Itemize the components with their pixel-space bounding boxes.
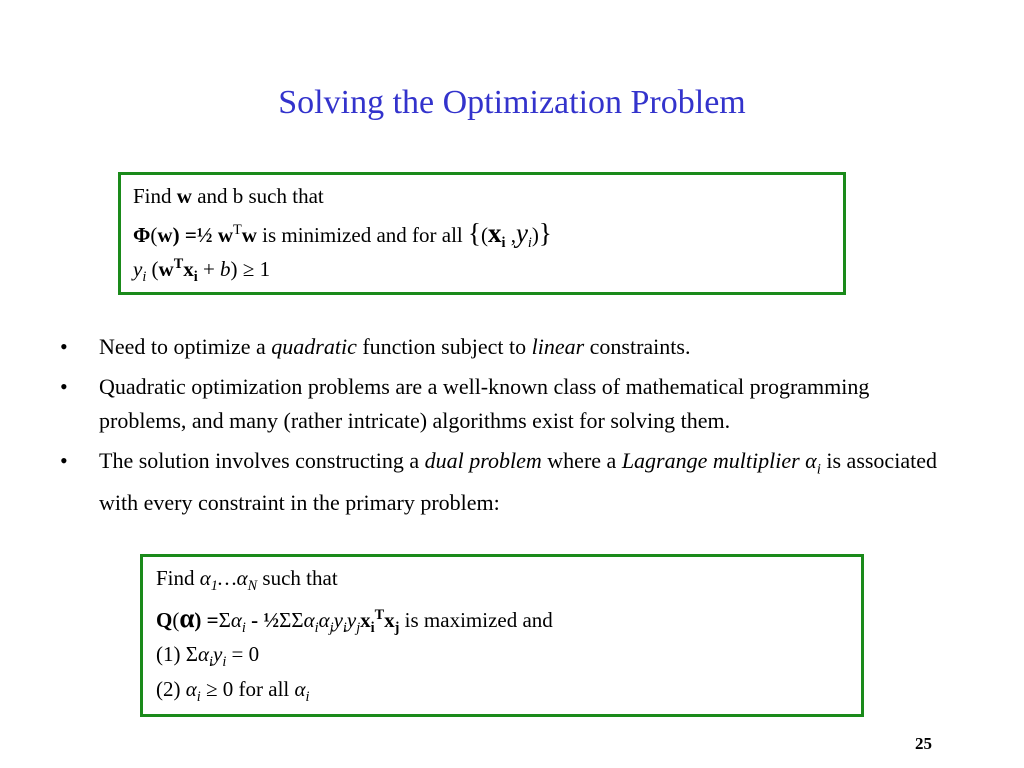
primal-problem-box: [118, 172, 846, 295]
dual-problem-box: [140, 554, 864, 717]
dual-line-1: Find $\alpha_1\dots\alpha_N$ such that: [156, 566, 338, 595]
dual-line-3: (1) $\Sigma\alpha_iy_i = 0$: [156, 642, 260, 671]
page-number: 25: [915, 734, 932, 753]
bullet-marker: •: [60, 448, 68, 473]
primal-line-2: Φ(w) =½ $w^Tw$ is minimized and for all {($x_i$ $,y_i$)}: [133, 217, 552, 251]
dual-line-4: (2) $\alpha_i \ge 0$ for all $\alpha_i$: [156, 676, 310, 706]
slide-title: Solving the Optimization Problem: [278, 84, 746, 121]
dual-line-2: $Q(\alpha) =\Sigma\alpha_i$ - $\frac{1}{2}\Sigma\Sigma\alpha_i\alpha_jy_iy_jx_i^Tx_j$ is maximized and: [156, 602, 553, 636]
primal-line-3: $y_i$ $(w^Tx_i + b) \ge 1$: [133, 256, 271, 286]
bullet-marker: •: [60, 334, 68, 359]
bullet-marker: •: [60, 374, 68, 399]
primal-line-1: Find w and b such that: [133, 184, 324, 208]
bullet-item-2: • Quadratic optimization problems are a well-known class of mathematical programming problems, and many (rather intricate) algorithms exist for solving them.: [58, 370, 958, 438]
bullet-list: [58, 330, 958, 526]
bullet-item-1: • Need to optimize a quadratic function subject to linear constraints.: [58, 330, 958, 364]
bullet-item-3: • The solution involves constructing a dual problem where a Lagrange multiplier $\alpha_i$ is associated with every constraint in the primary problem:: [58, 444, 958, 520]
